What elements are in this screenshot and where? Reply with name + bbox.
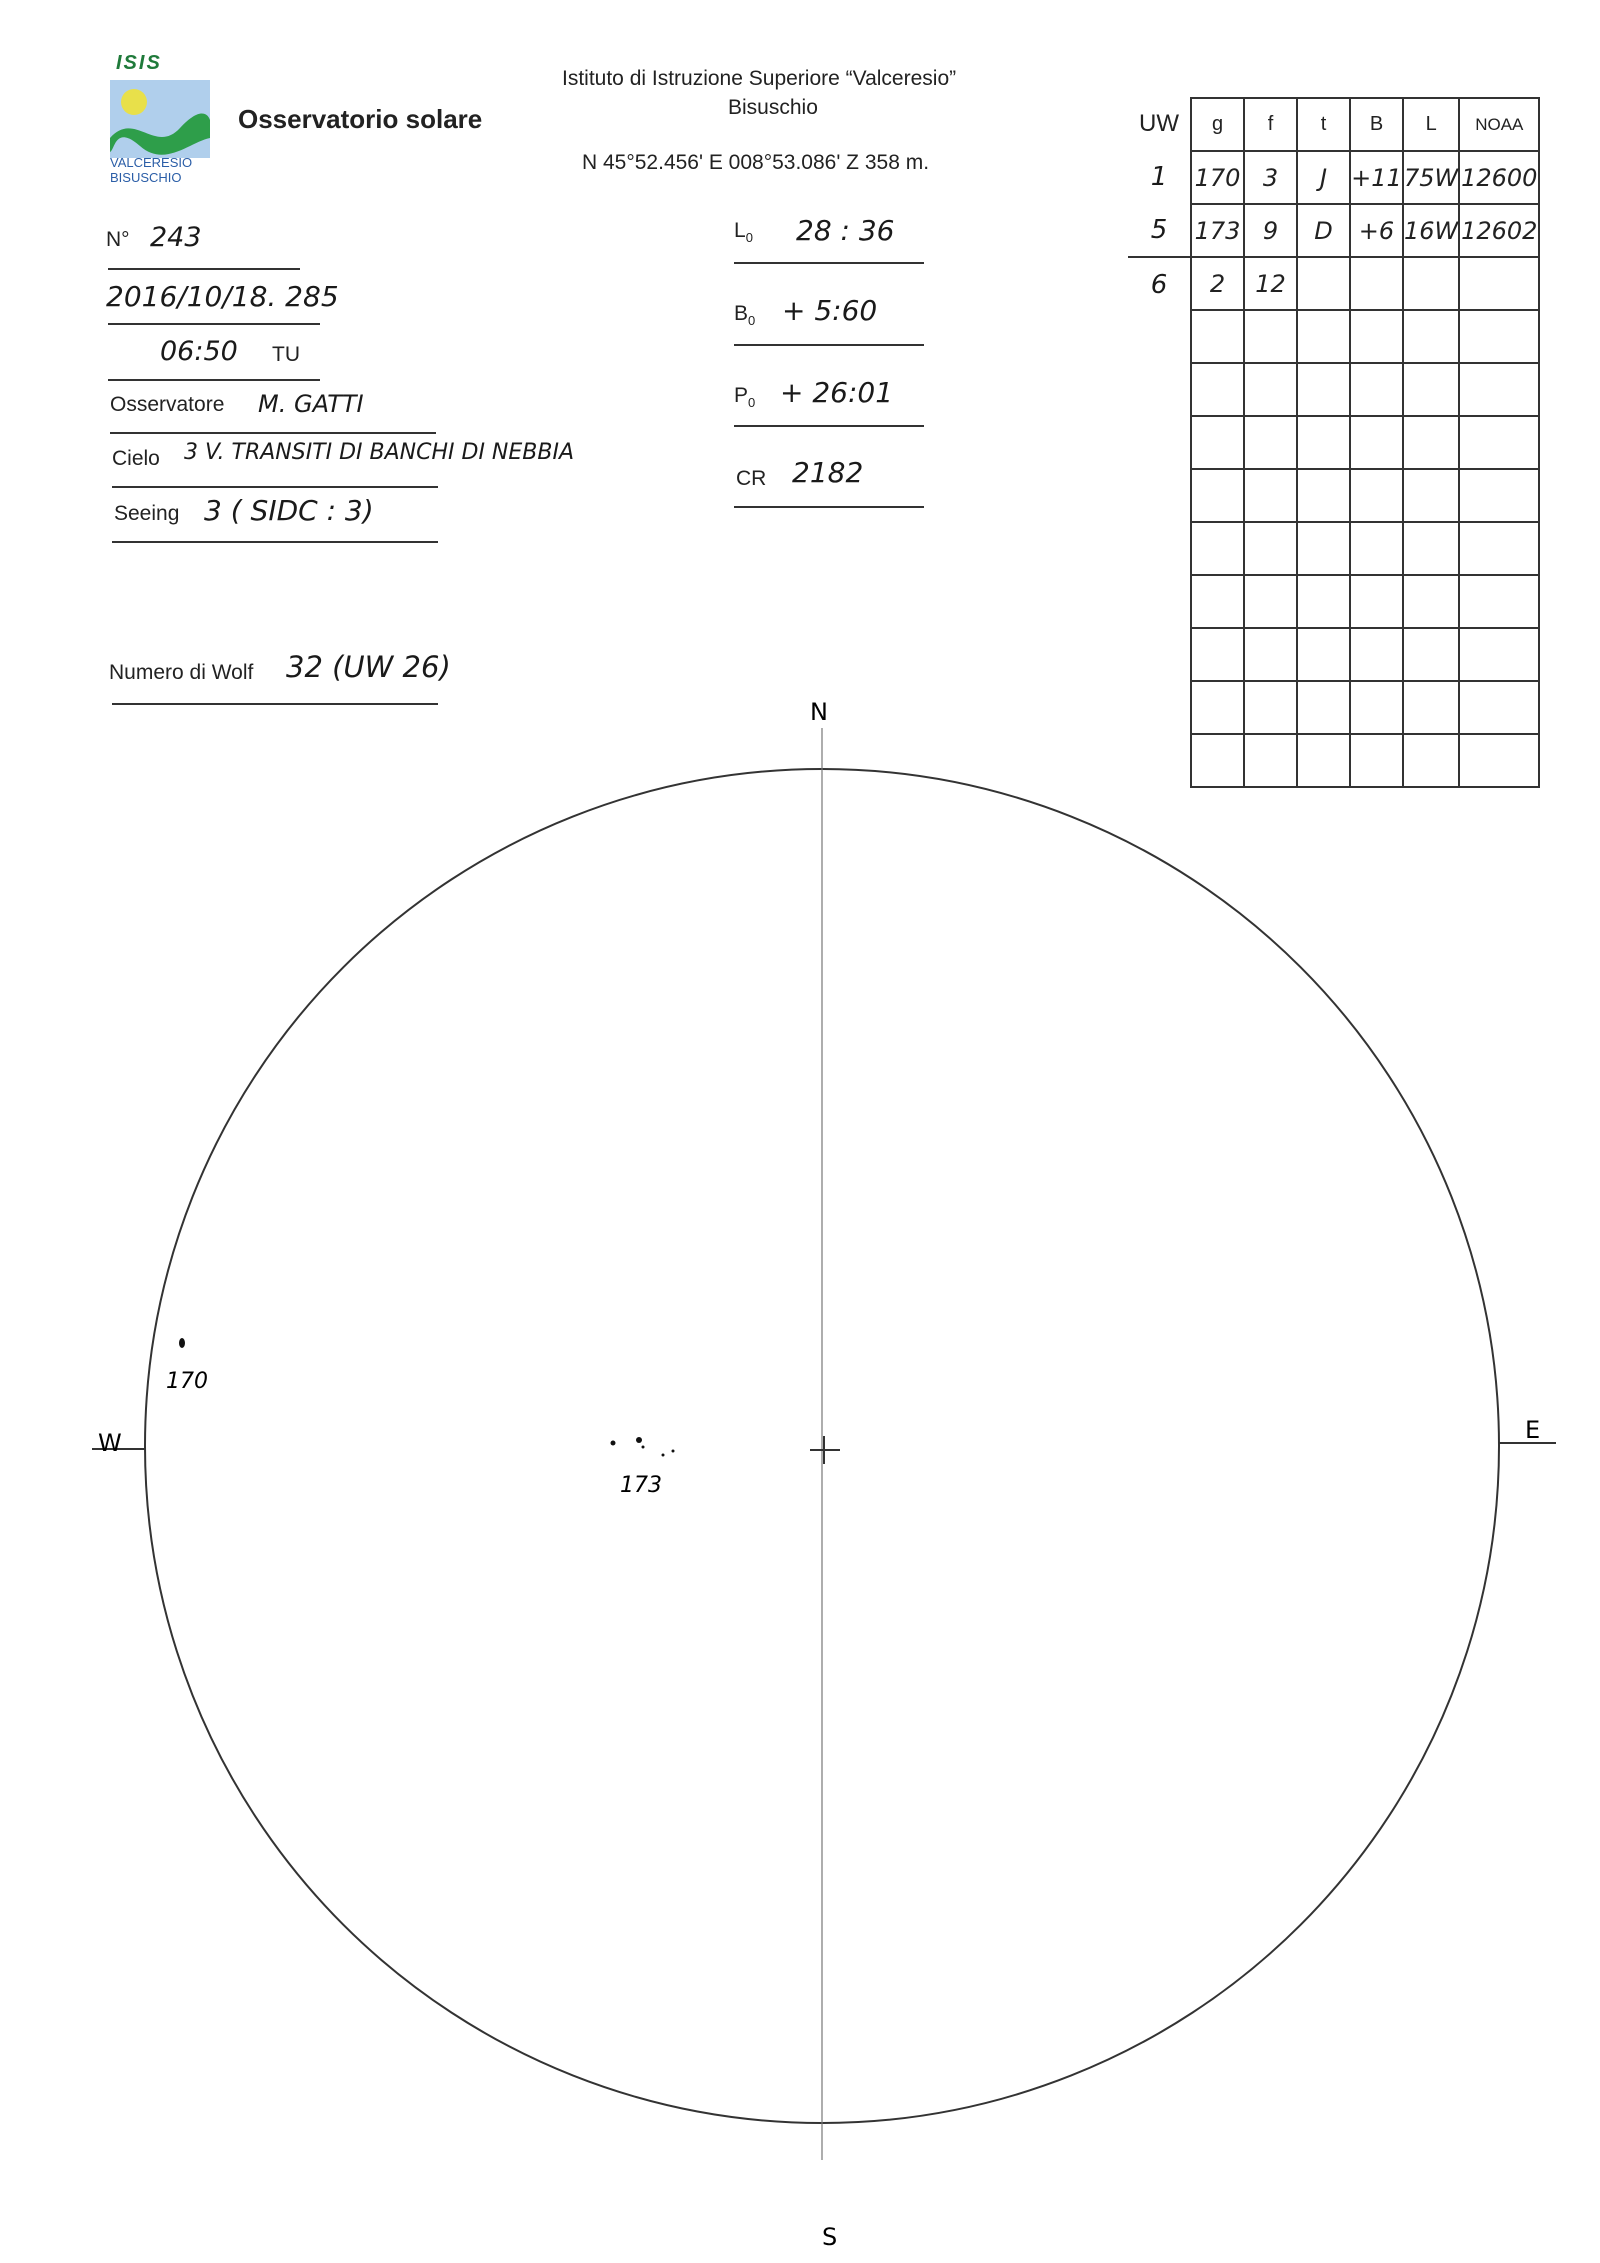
table-cell: 173	[1191, 204, 1244, 257]
table-cell: +6	[1350, 204, 1403, 257]
l0-label: $L_0$	[734, 219, 753, 246]
time-unit: TU	[272, 343, 300, 366]
column-header: NOAA	[1459, 98, 1539, 151]
observatory-title: Osservatorio solare	[238, 104, 483, 134]
south-label: S	[822, 2223, 838, 2251]
observatory-coordinates: N 45°52.456' E 008°53.086' Z 358 m.	[582, 151, 930, 174]
uw-value: 6	[1128, 256, 1190, 311]
sunspot	[611, 1441, 616, 1446]
north-label: N	[810, 698, 828, 726]
table-cell: 16W	[1403, 204, 1459, 257]
sunspot	[642, 1446, 645, 1449]
sunspot	[179, 1338, 185, 1348]
table-cell: D	[1297, 204, 1350, 257]
logo-bottom-line2: BISUSCHIO	[110, 170, 182, 185]
seeing-label: Seeing	[114, 502, 180, 525]
p0-value: + 26:01	[780, 376, 894, 409]
uw-value: 1	[1150, 161, 1168, 192]
table-cell: 75W	[1403, 151, 1459, 204]
uw-header: UW	[1139, 109, 1179, 137]
carrington-label: CR	[736, 467, 767, 490]
observer-value: M. GATTI	[258, 390, 364, 418]
wolf-number-value: 32 (UW 26)	[286, 650, 451, 684]
uw-value: 5	[1150, 214, 1168, 245]
column-header: B	[1350, 98, 1403, 151]
column-header: g	[1191, 98, 1244, 151]
table-cell: 9	[1244, 204, 1297, 257]
table-cell: 12602	[1459, 204, 1539, 257]
logo-bottom-line1: VALCERESIO	[110, 155, 193, 170]
table-cell: 170	[1191, 151, 1244, 204]
table-cell: J	[1297, 151, 1350, 204]
east-label: E	[1525, 1416, 1541, 1444]
number-value: 243	[150, 222, 202, 253]
column-header: t	[1297, 98, 1350, 151]
table-cell: 12600	[1459, 151, 1539, 204]
column-header: L	[1403, 98, 1459, 151]
table-cell: 12	[1244, 257, 1297, 310]
table-cell: 2	[1191, 257, 1244, 310]
sunspot	[636, 1437, 642, 1443]
west-label: W	[98, 1429, 122, 1457]
sunspot-group-label: 170	[166, 1369, 208, 1394]
wolf-number-label: Numero di Wolf	[109, 661, 254, 684]
carrington-value: 2182	[792, 456, 864, 489]
table-cell: +11	[1350, 151, 1403, 204]
observation-time: 06:50	[160, 336, 238, 367]
b0-label: $B_0$	[734, 302, 756, 329]
l0-value: 28 : 36	[796, 214, 895, 247]
column-header: f	[1244, 98, 1297, 151]
observer-label: Osservatore	[110, 393, 225, 416]
sunspot-group-label: 173	[620, 1473, 662, 1498]
logo-top-text: ISIS	[116, 52, 162, 74]
table-cell: 3	[1244, 151, 1297, 204]
b0-value: + 5:60	[782, 294, 878, 327]
sky-label: Cielo	[112, 447, 160, 470]
sunspot	[672, 1450, 675, 1453]
institute-town: Bisuschio	[728, 96, 818, 119]
seeing-value: 3 ( SIDC : 3)	[204, 494, 374, 527]
observation-date: 2016/10/18. 285	[106, 280, 339, 313]
institute-name: Istituto di Istruzione Superiore “Valceresio”	[562, 67, 957, 90]
sunspot	[662, 1454, 665, 1457]
sky-value: 3 V. TRANSITI DI BANCHI DI NEBBIA	[184, 440, 575, 465]
p0-label: $P_0$	[734, 384, 756, 411]
number-label: N°	[106, 228, 130, 251]
